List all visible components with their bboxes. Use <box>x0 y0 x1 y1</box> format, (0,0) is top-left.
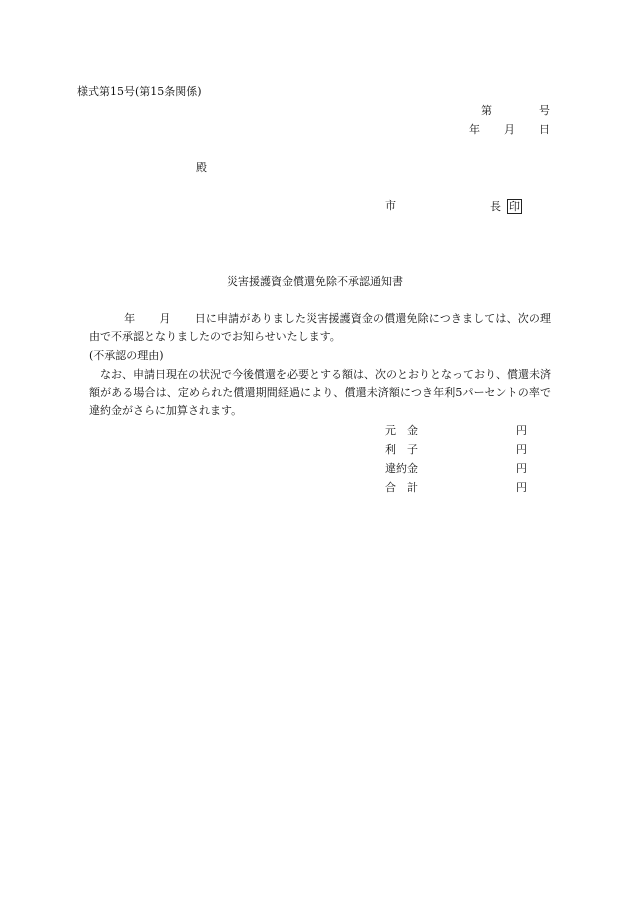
amount-unit: 円 <box>516 443 527 456</box>
paragraph-1 <box>89 310 551 346</box>
addressee-suffix: 殿 <box>196 161 207 174</box>
amount-row <box>385 460 527 478</box>
date-month: 月 <box>504 123 515 136</box>
amount-unit: 円 <box>516 424 527 437</box>
issuer-head <box>490 199 522 214</box>
form-id: 様式第15号(第15条関係) <box>77 85 202 98</box>
reason-heading: (不承認の理由) <box>89 349 164 362</box>
amount-label: 利 子 <box>385 443 418 456</box>
amount-row <box>385 422 527 440</box>
body-date-month: 月 <box>159 312 171 325</box>
amount-label: 元 金 <box>385 424 418 437</box>
amount-unit: 円 <box>516 462 527 475</box>
paragraph-2: なお、申請日現在の状況で今後償還を必要とする額は、次のとおりとなっており、償還未済額がある場合は、定められた償還期間経過により、償還未済額につき年利5パーセントの率で違約金がさらに加算されます。 <box>89 368 551 417</box>
issuer-city: 市 <box>385 199 396 212</box>
doc-number-prefix: 第 <box>481 104 492 117</box>
date-day: 日 <box>539 123 550 136</box>
amount-row <box>385 441 527 459</box>
seal-mark: 印 <box>509 200 520 213</box>
amount-label: 合 計 <box>385 481 418 494</box>
document-title: 災害援護資金償還免除不承認通知書 <box>227 275 403 288</box>
body-date-year: 年 <box>124 312 136 325</box>
amount-row <box>385 479 527 497</box>
amount-label: 違約金 <box>385 462 418 475</box>
issuer-head-label: 長 <box>490 200 501 213</box>
date-year: 年 <box>469 123 480 136</box>
paragraph-1-text: 日に申請がありました災害援護資金の償還免除につきましては、次の理由で不承認となりましたのでお知らせいたします。 <box>89 312 552 343</box>
doc-number-suffix: 号 <box>539 104 550 117</box>
amount-unit: 円 <box>516 481 527 494</box>
